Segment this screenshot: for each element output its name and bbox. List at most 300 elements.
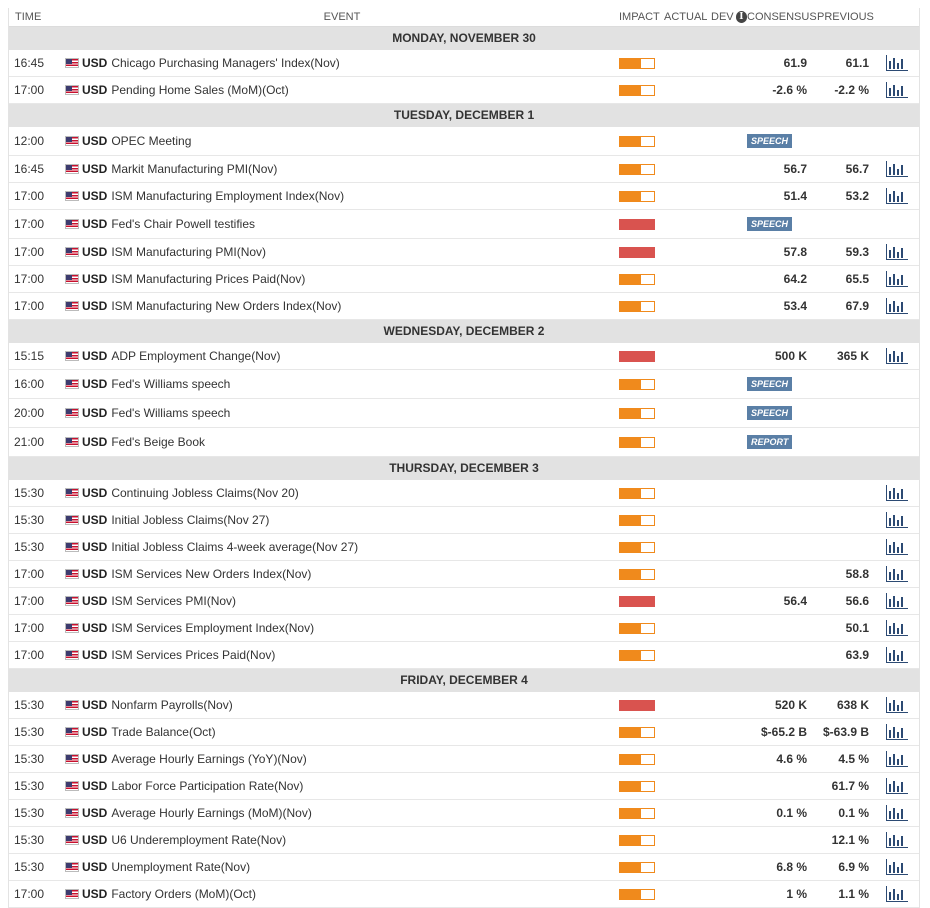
info-icon[interactable]: I xyxy=(736,11,747,23)
event-time: 17:00 xyxy=(14,648,45,662)
chart-cell xyxy=(877,82,917,98)
impact-medium-indicator xyxy=(619,136,655,147)
impact-cell xyxy=(619,650,664,661)
event-currency: USD xyxy=(82,56,108,70)
previous-value: 65.5 xyxy=(845,272,869,286)
consensus-cell xyxy=(747,272,817,286)
event-currency: USD xyxy=(82,540,108,554)
chart-cell xyxy=(877,832,917,848)
event-cell[interactable] xyxy=(65,134,619,148)
event-currency: USD xyxy=(82,406,108,420)
event-cell[interactable] xyxy=(65,513,619,527)
consensus-cell xyxy=(747,299,817,313)
impact-medium-indicator xyxy=(619,569,655,580)
event-name[interactable]: ISM Manufacturing PMI(Nov) xyxy=(111,245,267,259)
event-name[interactable]: OPEC Meeting xyxy=(111,134,192,148)
bar-chart-icon[interactable] xyxy=(886,724,908,740)
table-row[interactable] xyxy=(9,293,919,320)
event-name[interactable]: ISM Manufacturing Employment Index(Nov) xyxy=(111,189,345,203)
table-row[interactable] xyxy=(9,561,919,588)
us-flag-icon xyxy=(65,781,79,791)
event-name[interactable]: Fed's Chair Powell testifies xyxy=(111,217,256,231)
table-row[interactable] xyxy=(9,183,919,210)
chart-cell xyxy=(877,512,917,528)
impact-high-indicator xyxy=(619,700,655,711)
col-previous-header[interactable]: PREVIOUS xyxy=(817,11,874,23)
event-name[interactable]: ISM Services New Orders Index(Nov) xyxy=(111,567,312,581)
impact-medium-indicator xyxy=(619,164,655,175)
economic-calendar xyxy=(8,8,920,908)
event-currency: USD xyxy=(82,833,108,847)
day-header: TUESDAY, DECEMBER 1 xyxy=(9,104,919,127)
event-cell[interactable] xyxy=(65,567,619,581)
chart-cell xyxy=(877,751,917,767)
consensus-cell xyxy=(747,698,817,712)
event-type-badge: SPEECH xyxy=(747,134,792,148)
chart-cell xyxy=(877,566,917,582)
table-row[interactable] xyxy=(9,800,919,827)
event-cell[interactable] xyxy=(65,272,619,286)
table-row[interactable] xyxy=(9,881,919,908)
bar-chart-icon[interactable] xyxy=(886,620,908,636)
previous-value: 4.5 % xyxy=(838,752,869,766)
bar-chart-icon[interactable] xyxy=(886,161,908,177)
chart-cell xyxy=(877,539,917,555)
bar-chart-icon[interactable] xyxy=(886,512,908,528)
event-name[interactable]: Initial Jobless Claims 4-week average(Nov 27) xyxy=(111,540,359,554)
consensus-cell xyxy=(747,887,817,901)
event-cell[interactable] xyxy=(65,648,619,662)
bar-chart-icon[interactable] xyxy=(886,348,908,364)
bar-chart-icon[interactable] xyxy=(886,778,908,794)
event-name[interactable]: Labor Force Participation Rate(Nov) xyxy=(111,779,304,793)
us-flag-icon xyxy=(65,754,79,764)
event-time: 17:00 xyxy=(14,189,45,203)
event-currency: USD xyxy=(82,806,108,820)
event-cell[interactable] xyxy=(65,698,619,712)
event-cell[interactable] xyxy=(65,377,619,391)
event-name[interactable]: Continuing Jobless Claims(Nov 20) xyxy=(111,486,299,500)
event-cell[interactable] xyxy=(65,245,619,259)
event-name[interactable]: ISM Services Prices Paid(Nov) xyxy=(111,648,276,662)
previous-value: 50.1 xyxy=(845,621,869,635)
previous-value: 6.9 % xyxy=(838,860,869,874)
us-flag-icon xyxy=(65,515,79,525)
us-flag-icon xyxy=(65,889,79,899)
previous-value: 59.3 xyxy=(845,245,869,259)
table-row[interactable] xyxy=(9,615,919,642)
impact-medium-indicator xyxy=(619,437,655,448)
consensus-value: $-65.2 B xyxy=(760,725,807,739)
col-event-header[interactable]: EVENT xyxy=(323,11,361,23)
consensus-value: -2.6 % xyxy=(772,83,807,97)
event-name[interactable]: Markit Manufacturing PMI(Nov) xyxy=(111,162,278,176)
previous-value: 56.7 xyxy=(845,162,869,176)
event-cell[interactable] xyxy=(65,621,619,635)
us-flag-icon xyxy=(65,437,79,447)
consensus-cell xyxy=(747,189,817,203)
impact-cell xyxy=(619,247,664,258)
bar-chart-icon[interactable] xyxy=(886,485,908,501)
event-currency: USD xyxy=(82,567,108,581)
event-currency: USD xyxy=(82,860,108,874)
event-name[interactable]: ISM Manufacturing Prices Paid(Nov) xyxy=(111,272,306,286)
col-time-header[interactable]: TIME xyxy=(15,11,42,23)
event-currency: USD xyxy=(82,83,108,97)
bar-chart-icon[interactable] xyxy=(886,539,908,555)
bar-chart-icon[interactable] xyxy=(886,55,908,71)
event-name[interactable]: Fed's Beige Book xyxy=(111,435,206,449)
table-row[interactable] xyxy=(9,370,919,399)
table-row[interactable] xyxy=(9,210,919,239)
impact-medium-indicator xyxy=(619,754,655,765)
us-flag-icon xyxy=(65,219,79,229)
event-name[interactable]: ISM Manufacturing New Orders Index(Nov) xyxy=(111,299,342,313)
event-cell[interactable] xyxy=(65,833,619,847)
event-type-badge: SPEECH xyxy=(747,377,792,391)
event-cell[interactable] xyxy=(65,540,619,554)
previous-value: 12.1 % xyxy=(831,833,869,847)
previous-value: 0.1 % xyxy=(838,806,869,820)
chart-cell xyxy=(877,161,917,177)
us-flag-icon xyxy=(65,650,79,660)
event-name[interactable]: Average Hourly Earnings (MoM)(Nov) xyxy=(111,806,312,820)
previous-value: 53.2 xyxy=(845,189,869,203)
event-name[interactable]: ADP Employment Change(Nov) xyxy=(111,349,281,363)
event-time: 15:30 xyxy=(14,833,45,847)
event-cell[interactable] xyxy=(65,486,619,500)
us-flag-icon xyxy=(65,351,79,361)
chart-cell xyxy=(877,647,917,663)
impact-medium-indicator xyxy=(619,408,655,419)
event-time: 17:00 xyxy=(14,621,45,635)
event-name[interactable]: ISM Services Employment Index(Nov) xyxy=(111,621,315,635)
impact-medium-indicator xyxy=(619,808,655,819)
impact-cell xyxy=(619,437,664,448)
dev-label: DEV xyxy=(711,11,734,23)
event-name[interactable]: Pending Home Sales (MoM)(Oct) xyxy=(111,83,289,97)
event-cell[interactable] xyxy=(65,406,619,420)
day-header: MONDAY, NOVEMBER 30 xyxy=(9,27,919,50)
event-time: 15:30 xyxy=(14,752,45,766)
table-row[interactable] xyxy=(9,719,919,746)
us-flag-icon xyxy=(65,623,79,633)
consensus-cell xyxy=(747,83,817,97)
consensus-cell xyxy=(747,594,817,608)
event-type-badge: REPORT xyxy=(747,435,792,449)
event-cell[interactable] xyxy=(65,435,619,449)
us-flag-icon xyxy=(65,58,79,68)
consensus-cell xyxy=(747,56,817,70)
event-time: 15:30 xyxy=(14,513,45,527)
impact-medium-indicator xyxy=(619,301,655,312)
impact-medium-indicator xyxy=(619,623,655,634)
event-currency: USD xyxy=(82,887,108,901)
us-flag-icon xyxy=(65,191,79,201)
event-currency: USD xyxy=(82,349,108,363)
event-currency: USD xyxy=(82,217,108,231)
event-cell[interactable] xyxy=(65,779,619,793)
us-flag-icon xyxy=(65,85,79,95)
table-row[interactable] xyxy=(9,77,919,104)
table-row[interactable] xyxy=(9,827,919,854)
impact-medium-indicator xyxy=(619,488,655,499)
chart-cell xyxy=(877,348,917,364)
us-flag-icon xyxy=(65,727,79,737)
table-row[interactable] xyxy=(9,854,919,881)
event-time: 15:30 xyxy=(14,486,45,500)
chart-cell xyxy=(877,188,917,204)
us-flag-icon xyxy=(65,862,79,872)
us-flag-icon xyxy=(65,247,79,257)
impact-cell xyxy=(619,862,664,873)
consensus-value: 56.4 xyxy=(783,594,807,608)
event-time: 17:00 xyxy=(14,594,45,608)
impact-cell xyxy=(619,700,664,711)
previous-value: 61.1 xyxy=(845,56,869,70)
impact-medium-indicator xyxy=(619,542,655,553)
consensus-cell xyxy=(747,860,817,874)
event-currency: USD xyxy=(82,162,108,176)
consensus-value: 64.2 xyxy=(783,272,807,286)
us-flag-icon xyxy=(65,379,79,389)
col-impact-header[interactable]: IMPACT xyxy=(619,11,660,23)
event-time: 20:00 xyxy=(14,406,45,420)
bar-chart-icon[interactable] xyxy=(886,271,908,287)
event-time: 17:00 xyxy=(14,83,45,97)
table-row[interactable] xyxy=(9,588,919,615)
impact-cell xyxy=(619,808,664,819)
previous-value: 67.9 xyxy=(845,299,869,313)
previous-value: 61.7 % xyxy=(831,779,869,793)
event-name[interactable]: Chicago Purchasing Managers' Index(Nov) xyxy=(111,56,340,70)
event-name[interactable]: Factory Orders (MoM)(Oct) xyxy=(111,887,257,901)
bar-chart-icon[interactable] xyxy=(886,832,908,848)
previous-value: 56.6 xyxy=(845,594,869,608)
bar-chart-icon[interactable] xyxy=(886,697,908,713)
event-name[interactable]: Trade Balance(Oct) xyxy=(111,725,216,739)
event-currency: USD xyxy=(82,779,108,793)
bar-chart-icon[interactable] xyxy=(886,859,908,875)
event-currency: USD xyxy=(82,272,108,286)
event-time: 15:30 xyxy=(14,698,45,712)
us-flag-icon xyxy=(65,596,79,606)
bar-chart-icon[interactable] xyxy=(886,188,908,204)
consensus-cell xyxy=(747,349,817,363)
previous-value: 58.8 xyxy=(845,567,869,581)
event-time: 15:30 xyxy=(14,860,45,874)
bar-chart-icon[interactable] xyxy=(886,566,908,582)
impact-cell xyxy=(619,515,664,526)
day-header: THURSDAY, DECEMBER 3 xyxy=(9,457,919,480)
calendar-body xyxy=(9,27,919,908)
table-row[interactable] xyxy=(9,50,919,77)
impact-cell xyxy=(619,351,664,362)
impact-cell xyxy=(619,542,664,553)
bar-chart-icon[interactable] xyxy=(886,82,908,98)
impact-medium-indicator xyxy=(619,191,655,202)
impact-medium-indicator xyxy=(619,515,655,526)
event-time: 21:00 xyxy=(14,435,45,449)
impact-cell xyxy=(619,219,664,230)
bar-chart-icon[interactable] xyxy=(886,751,908,767)
consensus-value: 500 K xyxy=(774,349,807,363)
previous-value: 1.1 % xyxy=(838,887,869,901)
impact-high-indicator xyxy=(619,596,655,607)
impact-cell xyxy=(619,164,664,175)
event-time: 12:00 xyxy=(14,134,45,148)
event-cell[interactable] xyxy=(65,56,619,70)
event-name[interactable]: U6 Underemployment Rate(Nov) xyxy=(111,833,287,847)
chart-cell xyxy=(877,244,917,260)
table-row[interactable] xyxy=(9,534,919,561)
table-row[interactable] xyxy=(9,239,919,266)
chart-cell xyxy=(877,271,917,287)
bar-chart-icon[interactable] xyxy=(886,647,908,663)
table-row[interactable] xyxy=(9,156,919,183)
event-cell[interactable] xyxy=(65,725,619,739)
consensus-value: 53.4 xyxy=(783,299,807,313)
impact-medium-indicator xyxy=(619,889,655,900)
previous-value: -2.2 % xyxy=(834,83,869,97)
event-currency: USD xyxy=(82,245,108,259)
bar-chart-icon[interactable] xyxy=(886,298,908,314)
event-cell[interactable] xyxy=(65,217,619,231)
previous-value: 638 K xyxy=(836,698,869,712)
table-row[interactable] xyxy=(9,746,919,773)
impact-cell xyxy=(619,274,664,285)
event-name[interactable]: Average Hourly Earnings (YoY)(Nov) xyxy=(111,752,307,766)
event-currency: USD xyxy=(82,189,108,203)
impact-high-indicator xyxy=(619,351,655,362)
event-cell[interactable] xyxy=(65,349,619,363)
event-cell[interactable] xyxy=(65,860,619,874)
consensus-value: 57.8 xyxy=(783,245,807,259)
impact-cell xyxy=(619,85,664,96)
chart-cell xyxy=(877,697,917,713)
us-flag-icon xyxy=(65,569,79,579)
us-flag-icon xyxy=(65,136,79,146)
event-currency: USD xyxy=(82,725,108,739)
event-cell[interactable] xyxy=(65,594,619,608)
us-flag-icon xyxy=(65,835,79,845)
impact-cell xyxy=(619,754,664,765)
impact-medium-indicator xyxy=(619,835,655,846)
event-name[interactable]: Nonfarm Payrolls(Nov) xyxy=(111,698,233,712)
event-currency: USD xyxy=(82,299,108,313)
consensus-cell xyxy=(747,162,817,176)
us-flag-icon xyxy=(65,808,79,818)
impact-cell xyxy=(619,781,664,792)
event-time: 16:45 xyxy=(14,162,45,176)
impact-cell xyxy=(619,835,664,846)
event-time: 15:30 xyxy=(14,725,45,739)
event-cell[interactable] xyxy=(65,189,619,203)
table-row[interactable] xyxy=(9,642,919,669)
event-type-badge: SPEECH xyxy=(747,406,792,420)
impact-medium-indicator xyxy=(619,58,655,69)
impact-cell xyxy=(619,136,664,147)
table-row[interactable] xyxy=(9,507,919,534)
event-currency: USD xyxy=(82,594,108,608)
bar-chart-icon[interactable] xyxy=(886,244,908,260)
table-row[interactable] xyxy=(9,343,919,370)
impact-high-indicator xyxy=(619,247,655,258)
table-row[interactable] xyxy=(9,428,919,457)
event-currency: USD xyxy=(82,752,108,766)
event-cell[interactable] xyxy=(65,83,619,97)
event-name[interactable]: ISM Services PMI(Nov) xyxy=(111,594,237,608)
table-row[interactable] xyxy=(9,773,919,800)
impact-cell xyxy=(619,569,664,580)
table-row[interactable] xyxy=(9,127,919,156)
consensus-cell xyxy=(747,725,817,739)
previous-value: 63.9 xyxy=(845,648,869,662)
event-cell[interactable] xyxy=(65,299,619,313)
event-name[interactable]: Fed's Williams speech xyxy=(111,406,231,420)
event-name[interactable]: Unemployment Rate(Nov) xyxy=(111,860,251,874)
impact-cell xyxy=(619,889,664,900)
event-cell[interactable] xyxy=(65,806,619,820)
impact-high-indicator xyxy=(619,219,655,230)
bar-chart-icon[interactable] xyxy=(886,886,908,902)
chart-cell xyxy=(877,778,917,794)
table-row[interactable] xyxy=(9,266,919,293)
impact-cell xyxy=(619,379,664,390)
table-header xyxy=(9,8,919,27)
event-time: 17:00 xyxy=(14,887,45,901)
table-row[interactable] xyxy=(9,692,919,719)
chart-cell xyxy=(877,859,917,875)
event-cell[interactable] xyxy=(65,752,619,766)
event-cell[interactable] xyxy=(65,887,619,901)
event-cell[interactable] xyxy=(65,162,619,176)
chart-cell xyxy=(877,724,917,740)
chart-cell xyxy=(877,886,917,902)
impact-cell xyxy=(619,623,664,634)
day-header: WEDNESDAY, DECEMBER 2 xyxy=(9,320,919,343)
col-dev-header[interactable] xyxy=(711,11,747,23)
event-time: 15:15 xyxy=(14,349,45,363)
consensus-value: 520 K xyxy=(774,698,807,712)
table-row[interactable] xyxy=(9,480,919,507)
chart-cell xyxy=(877,55,917,71)
impact-cell xyxy=(619,408,664,419)
table-row[interactable] xyxy=(9,399,919,428)
col-consensus-header[interactable]: CONSENSUS xyxy=(747,11,817,23)
consensus-value: 61.9 xyxy=(783,56,807,70)
event-name[interactable]: Initial Jobless Claims(Nov 27) xyxy=(111,513,270,527)
event-currency: USD xyxy=(82,513,108,527)
bar-chart-icon[interactable] xyxy=(886,593,908,609)
event-name[interactable]: Fed's Williams speech xyxy=(111,377,231,391)
chart-cell xyxy=(877,593,917,609)
consensus-value: 6.8 % xyxy=(776,860,807,874)
event-currency: USD xyxy=(82,621,108,635)
bar-chart-icon[interactable] xyxy=(886,805,908,821)
previous-value: 365 K xyxy=(836,349,869,363)
event-time: 15:30 xyxy=(14,806,45,820)
impact-medium-indicator xyxy=(619,650,655,661)
impact-cell xyxy=(619,58,664,69)
consensus-value: 56.7 xyxy=(783,162,807,176)
previous-value: $-63.9 B xyxy=(822,725,869,739)
col-actual-header[interactable]: ACTUAL xyxy=(664,11,708,23)
consensus-value: 4.6 % xyxy=(776,752,807,766)
event-currency: USD xyxy=(82,648,108,662)
chart-cell xyxy=(877,298,917,314)
us-flag-icon xyxy=(65,700,79,710)
